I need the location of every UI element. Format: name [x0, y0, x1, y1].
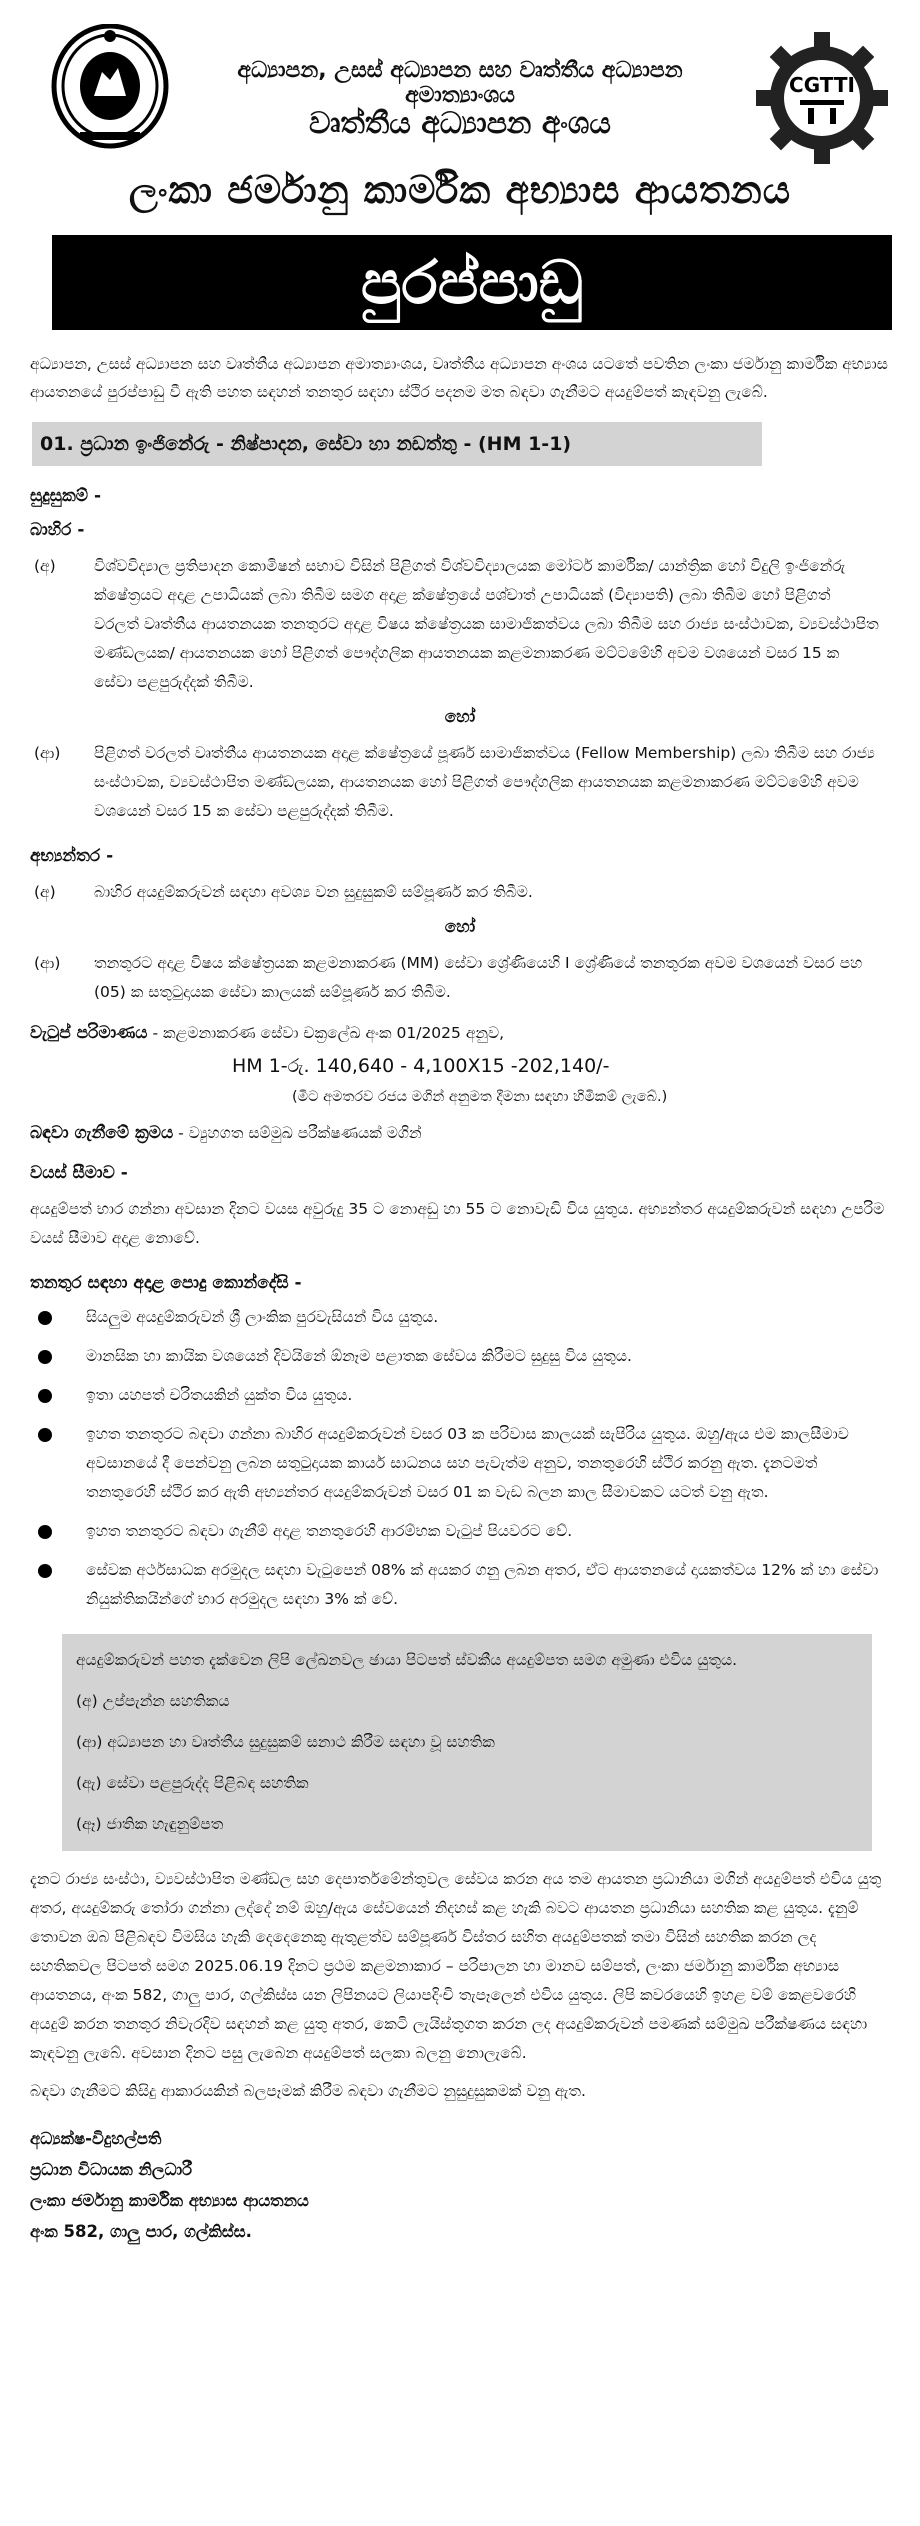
sri-lanka-emblem-icon — [50, 24, 170, 149]
intro-paragraph: අධ්‍යාපන, උසස් අධ්‍යාපන සහ වෘත්තීය අධ්‍යාපන අමාත්‍යාංශය, වෘත්තීය අධ්‍යාපන අංශය යටතේ පවතින ලංකා ජර්මානු කාර්මික අභ්‍යාස ආයතනයේ පුරප්පාඩු වී ඇති පහත සඳහන් තනතුර සඳහා ස්ථිර පදනම මත බඳවා ගැනීමට අයදුම්පත් කැඳවනු ලැබේ. — [30, 355, 888, 401]
document-item: (අ) උප්පැන්න සහතිකය — [76, 1692, 230, 1710]
bullet-icon — [38, 1389, 52, 1403]
signature-block — [30, 2123, 898, 2247]
conditions-heading: තනතුර සඳහා අදාළ පොදු කොන්දේසි - — [30, 1273, 302, 1293]
salary-note: (මීට අමතරව රජය මගින් අනුමත දීමනා සඳහා හිමිකම් ලැබේ.) — [292, 1089, 668, 1105]
document-item: (ඈ) ජාතික හැඳුනුම්පත — [76, 1815, 224, 1833]
bullet-icon — [38, 1350, 52, 1364]
document-item: (ආ) අධ්‍යාපන හා වෘත්තීය සුදුසුකම් සනාථ කිරීම සඳහා වූ සහතික — [76, 1733, 495, 1751]
condition-text: ඉහත තනතුරට බඳවා ගන්නා බාහිර අයදුම්කරුවන් වසර 03 ක පරිවාස කාලයක් සැපිරිය යුතුය. ඔහු/ඇය එම කාලසීමාව අවසානයේ දී පෙන්වනු ලබන සතුටුදායක කාර්ය සාධනය සහ පැවැත්ම අනුව, තනතුරෙහි ස්ථිර කරනු ඇත. දැනටමත් තනතුරෙහි ස්ථිර කර ඇති අභ්‍යන්තර අයදුම්කරුවන් වසර 01 ක වැඩ බලන කාල සීමාවකට යටත් වනු ඇත. — [86, 1425, 849, 1501]
item-mark: (අ) — [34, 557, 56, 575]
method-text: - ව්‍යුහගත සම්මුඛ පරීක්ෂණයක් මගින් — [178, 1124, 422, 1142]
salary-text: - කළමනාකරණ සේවා චක්‍රලේඛ අංක 01/2025 අනුව, — [152, 1024, 505, 1042]
cgtti-gear-logo-icon — [756, 32, 888, 164]
item-text: විශ්වවිද්‍යාල ප්‍රතිපාදන කොමිෂන් සභාව විසින් පිළිගත් විශ්වවිද්‍යාලයක මෝටර් කාර්මික/ යාන්ත්‍රික හෝ විදුලි ඉංජිනේරු ක්ෂේත්‍රයට අදාළ උපාධියක් ලබා තිබීම සමග අදාළ ක්ෂේත්‍රයේ පශ්චාත් උපාධියක් (විද්‍යාපති) ලබා තිබීම හෝ පිළිගත් වරලත් වෘත්තීය ආයතනයක තනතුරට අදාළ විෂය ක්ෂේත්‍රයක සාමාජිකත්වය ලබා තිබීම සහ රාජ්‍ය සංස්ථාවක, ව්‍යවස්ථාපිත මණ්ඩලයක/ ආයතනයක හෝ පිළිගත් පෞද්ගලික ආයතනයක කළමනාකරණ මට්ටමේහි අවම වශයෙන් වසර 15 ක සේවා පළපුරුද්දක් තිබීම. — [94, 557, 879, 691]
internal-qualification-a — [34, 878, 898, 907]
external-qualification-a — [34, 552, 898, 697]
document-item: (ඇ) සේවා පළපුරුද්ද පිළිබඳ සහතික — [76, 1774, 309, 1792]
condition-item — [34, 1342, 898, 1371]
salary-label: වැටුප් පරිමාණය — [30, 1023, 148, 1043]
condition-item — [34, 1517, 898, 1546]
recruitment-method — [30, 1123, 898, 1143]
condition-text: මානසික හා කායික වශයෙන් දිවයිනේ ඕනෑම පළාතක සේවය කිරීමට සුදුසු විය යුතුය. — [86, 1347, 632, 1365]
condition-text: ඉතා යහපත් චරිතයකින් යුක්ත විය යුතුය. — [86, 1386, 353, 1404]
condition-item — [34, 1381, 898, 1410]
condition-item — [34, 1556, 898, 1614]
internal-heading: අභ්‍යන්තර - — [30, 846, 114, 866]
item-text: තනතුරට අදාළ විෂය ක්ෂේත්‍රයක කළමනාකරණ (MM) සේවා ශ්‍රේණියෙහි I ශ්‍රේණියේ තනතුරක අවම වශයෙන් වසර පහ (05) ක සතුටුදායක සේවා කාලයක් සම්පූර්ණ කර තිබීම. — [94, 954, 863, 1001]
signature-institute: ලංකා ජර්මානු කාර්මික අභ්‍යාස ආයතනය — [30, 2191, 309, 2210]
condition-item — [34, 1303, 898, 1332]
condition-text: සේවක අර්ථසාධක අරමුදල සඳහා වැටුපෙන් 08% ක් අයකර ගනු ලබන අතර, ඒට ආයතනයේ දායකත්වය 12% ක් හා සේවා නියුක්තිකයින්ගේ භාර අරමුදල සඳහා 3% ක් වේ. — [86, 1561, 879, 1608]
vacancies-banner: පුරප්පාඩු — [52, 235, 892, 330]
qualifications-heading: සුදුසුකම් - — [30, 486, 101, 506]
age-limit-text: අයදුම්පත් භාර ගන්නා අවසාන දිනට වයස අවුරුදු 35 ට නොඅඩු හා 55 ට නොවැඩි විය යුතුය. අභ්‍යන්තර අයදුම්කරුවන් සඳහා උපරිම වයස් සීමාව අදාළ නොවේ. — [30, 1200, 885, 1247]
item-mark: (ආ) — [34, 744, 61, 762]
signature-title-2: ප්‍රධාන විධායක නිලධාරී — [30, 2160, 193, 2179]
item-text: බාහිර අයදුම්කරුවන් සඳහා අවශ්‍ය වන සුදුසුකම් සම්පූර්ණ කර තිබීම. — [94, 883, 533, 901]
item-mark: (ආ) — [34, 954, 61, 972]
bullet-icon — [38, 1525, 52, 1539]
bullet-icon — [38, 1428, 52, 1442]
header — [22, 18, 898, 213]
influence-warning: බඳවා ගැනීමට කිසිදු ආකාරයකින් බලපෑමක් කිරීම බඳවා ගැනීමට නුසුදුසුකමක් වනු ඇත. — [30, 2082, 586, 2100]
signature-title-1: අධ්‍යක්ෂ-විදුහල්පති — [30, 2129, 162, 2148]
external-heading: බාහිර - — [30, 520, 85, 540]
item-mark: (අ) — [34, 883, 56, 901]
condition-item — [34, 1420, 898, 1507]
signature-address: අංක 582, ගාලු පාර, ගල්කිස්ස. — [30, 2222, 252, 2241]
item-text: පිළිගත් වරලත් වෘත්තීය ආයතනයක අදාළ ක්ෂේත්‍රයේ පූර්ණ සාමාජිකත්වය (Fellow Membership) ලබා තිබීම සහ රාජ්‍ය සංස්ථාවක, ව්‍යවස්ථාපිත මණ්ඩලයක, ආයතනයක හෝ පිළිගත් පෞද්ගලික ආයතනයක කළමනාකරණ මට්ටමේහි අවම වශයෙන් වසර 15 ක සේවා පළපුරුද්දක් තිබීම. — [94, 744, 875, 820]
method-label: බඳවා ගැනීමේ ක්‍රමය — [30, 1123, 174, 1143]
or-separator: හෝ — [444, 917, 476, 937]
bullet-icon — [38, 1564, 52, 1578]
age-limit-heading: වයස් සීමාව - — [30, 1163, 128, 1183]
condition-text: ඉහත තනතුරට බඳවා ගැනීම් අදාළ තනතුරෙහි ආරම්භක වැටුප් පියවරට වේ. — [86, 1522, 573, 1540]
external-qualification-b — [34, 739, 898, 826]
documents-intro: අයදුම්කරුවන් පහත දැක්වෙන ලිපි ලේඛනවල ඡායා පිටපත් ස්වකීය අයදුම්පත සමග අමුණා එවිය යුතුය. — [76, 1651, 738, 1669]
cgtti-logo-text: CGTTI — [789, 73, 855, 97]
position-title: 01. ප්‍රධාන ඉංජිනේරු - නිෂ්පාදන, සේවා හා නඩත්තු - (HM 1-1) — [32, 422, 762, 466]
or-separator: හෝ — [444, 707, 476, 727]
application-instructions: දැනට රාජ්‍ය සංස්ථා, ව්‍යවස්ථාපිත මණ්ඩල සහ දෙපාර්තමේන්තුවල සේවය කරන අය තම ආයතන ප්‍රධානියා මගින් අයදුම්පත් එවිය යුතු අතර, අයදුම්කරු තෝරා ගන්නා ලද්දේ නම් ඔහු/ඇය සේවයෙන් නිදහස් කළ හැකි බවට ආයතන ප්‍රධානියා සහතික කළ යුතුය. දැනුම් තොවන ඔබ පිළිබඳව විමසිය හැකි දෙදෙනෙකු ඇතුළත්ව සම්පූර්ණ විස්තර සහිත අයදුම්පතක් තමා විසින් සහතික කරන ලද සහතිකවල පිටපත් සමග 2025.06.19 දිනට ප්‍රථම කළමනාකාර – පරිපාලන හා මානව සම්පත්, ලංකා ජර්මානු කාර්මික අභ්‍යාස ආයතනය, අංක 582, ගාලු පාර, ගල්කිස්ස යන ලිපිනයට ලියාපදිංචි තැපෑලෙන් එවිය යුතුය. ලිපි කවරයෙහි ඉහළ වම් කෙළවරෙහි අයදුම් කරන තනතුර නිවැරදිව සඳහන් කළ යුතු අතර, කෙටි ලැයිස්තුගත කරන ලද අයදුම්කරුවන් පමණක් සම්මුඛ පරීක්ෂණය සඳහා කැඳවනු ලැබේ. අවසාන දිනට පසු ලැබෙන අයදුම්පත් සලකා බලනු නොලැබේ. — [30, 1870, 882, 2062]
bullet-icon — [38, 1311, 52, 1325]
internal-qualification-b — [34, 949, 898, 1007]
ministry-name: අධ්‍යාපන, උසස් අධ්‍යාපන සහ වෘත්තීය අධ්‍යාපන අමාත්‍යාංශය — [237, 58, 683, 108]
condition-text: සියලුම අයදුම්කරුවන් ශ්‍රී ලාංකික පුරවැසියන් විය යුතුය. — [86, 1308, 439, 1326]
salary-formula: HM 1-රු. 140,640 - 4,100X15 -202,140/- — [232, 1055, 610, 1077]
required-documents-box — [62, 1634, 872, 1851]
institute-name: ලංකා ජර්මානු කාර්මික අභ්‍යාස ආයතනය — [128, 168, 792, 212]
division-name: වෘත්තීය අධ්‍යාපන අංශය — [309, 106, 611, 141]
salary-scale — [30, 1023, 898, 1043]
